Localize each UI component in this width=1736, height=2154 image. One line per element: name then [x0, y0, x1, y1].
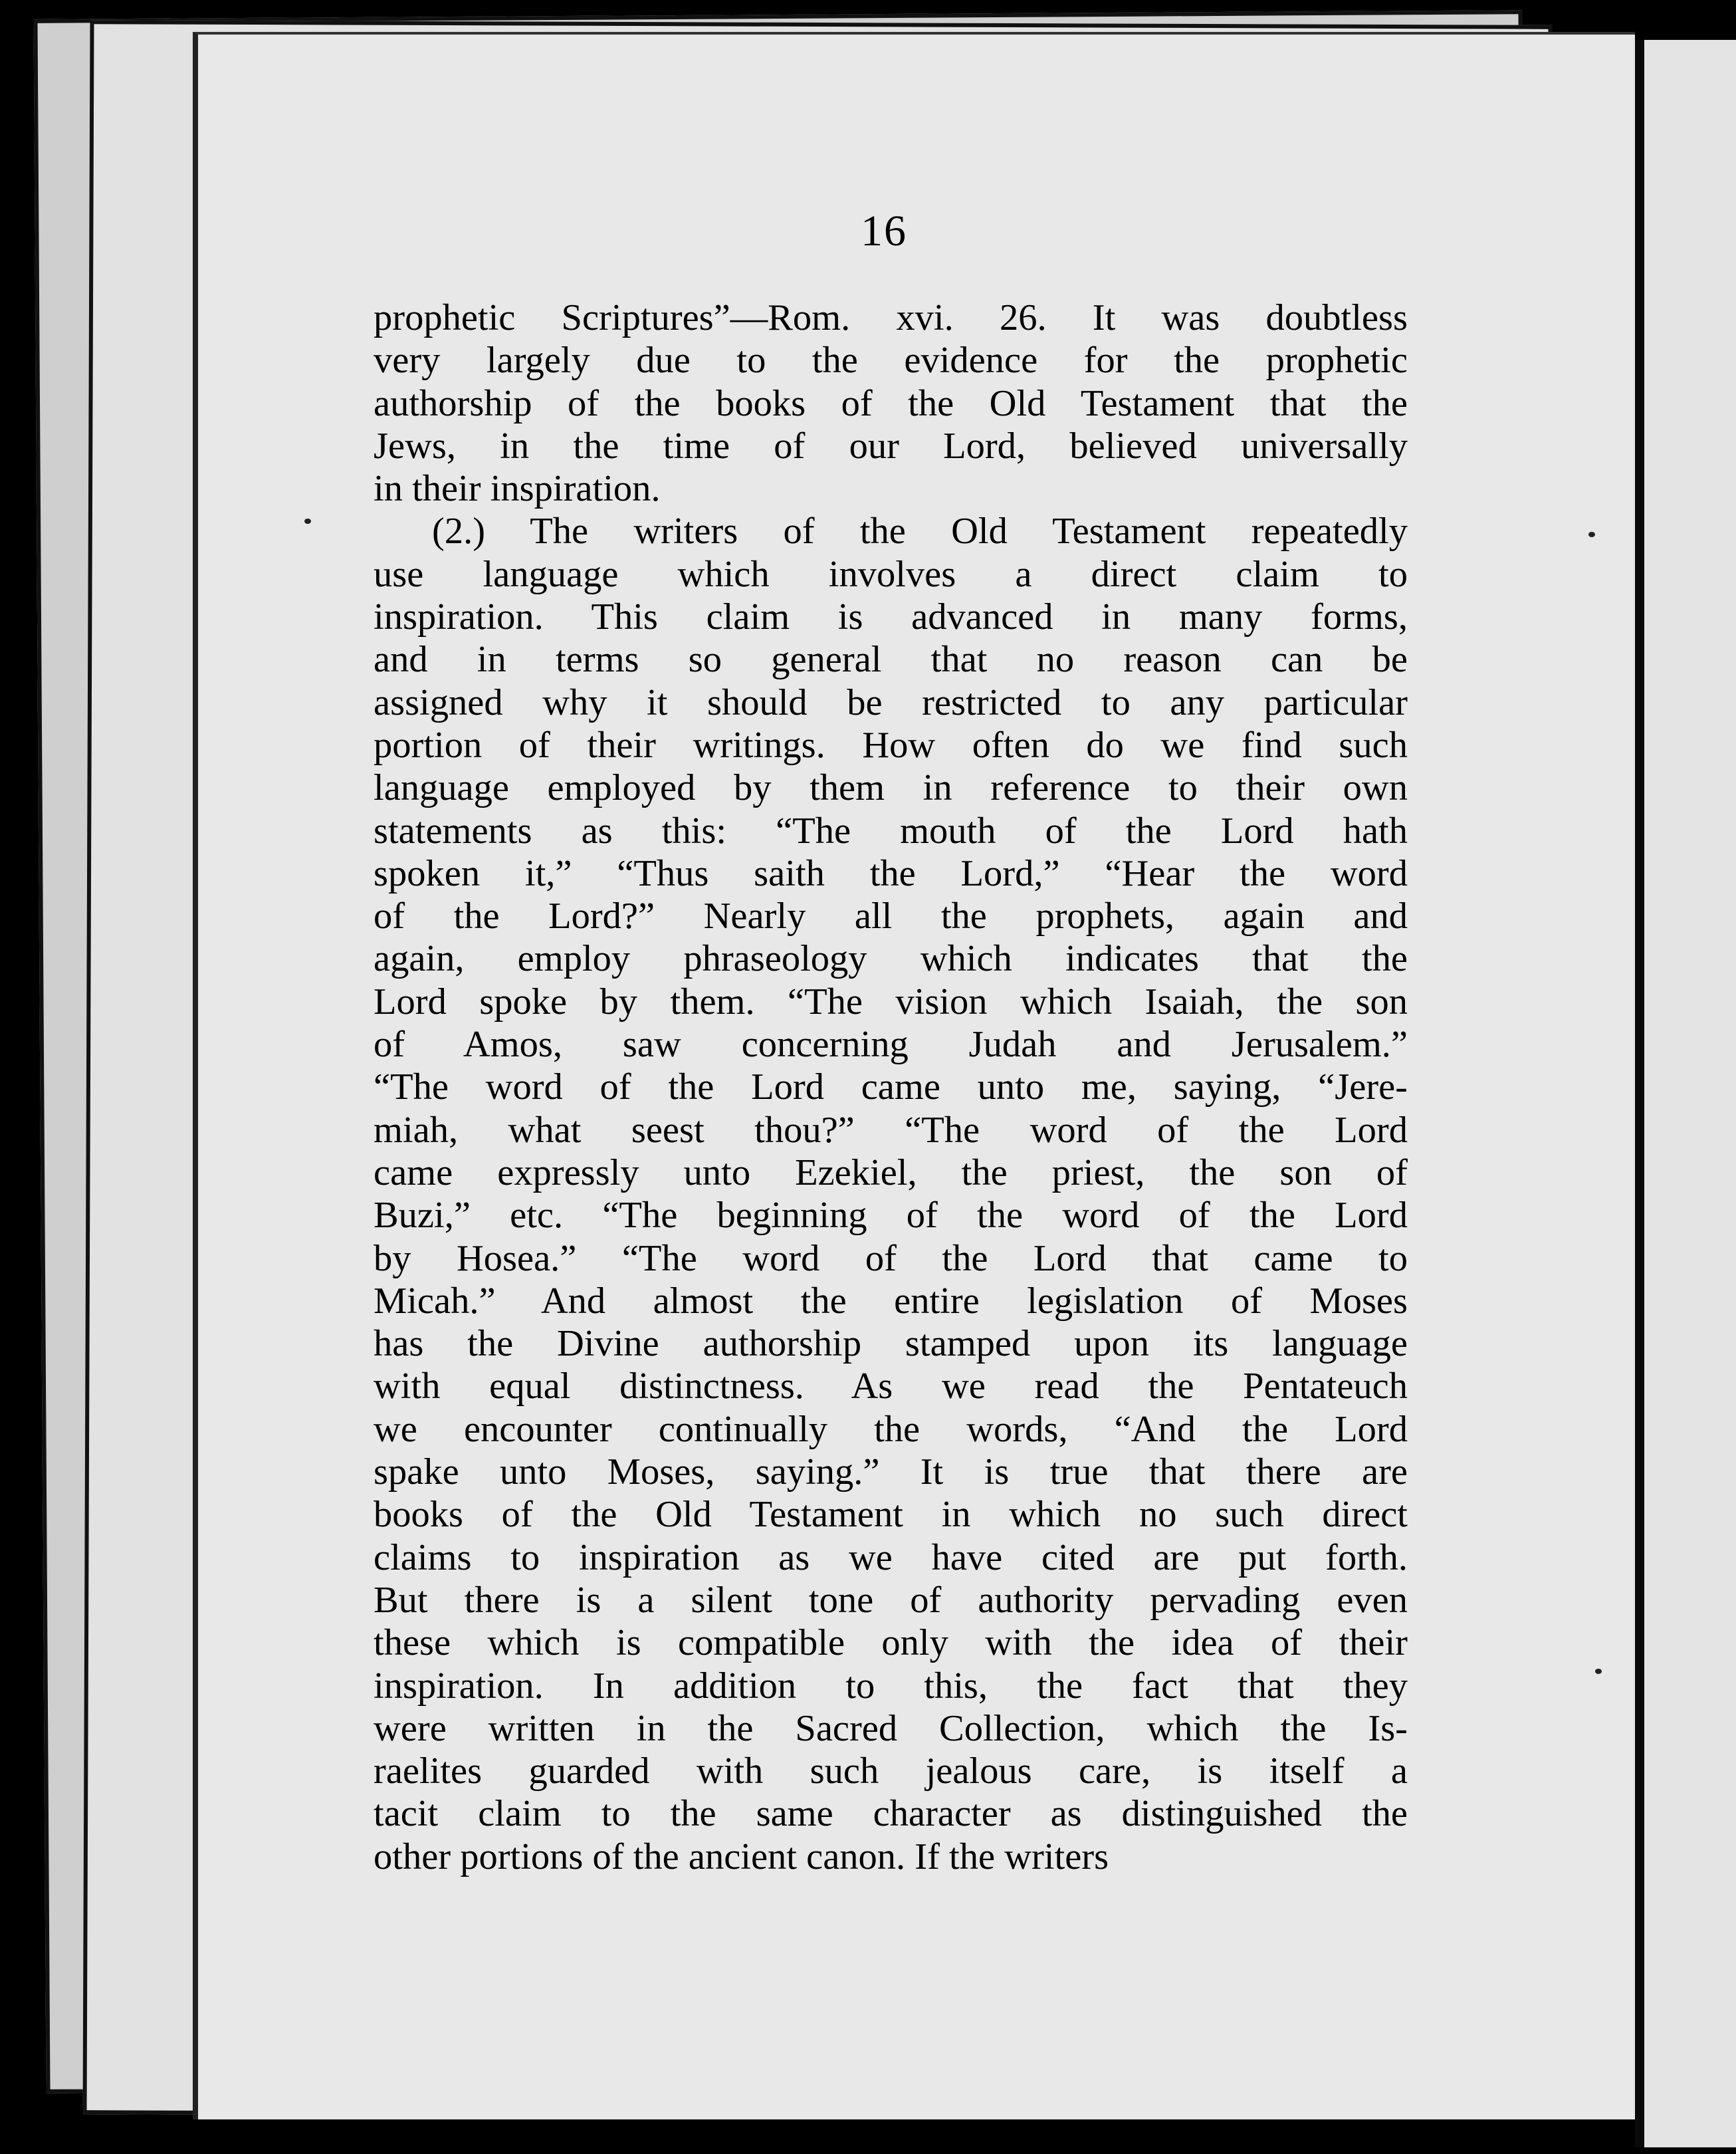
text-line: But there is a silent tone of authority pervading even	[374, 1579, 1408, 1621]
text-line: and in terms so general that no reason can be	[374, 639, 1408, 681]
text-line: Lord spoke by them. “The vision which Isaiah, the son	[374, 981, 1408, 1022]
dust-speck	[1595, 1669, 1602, 1674]
text-line: in their inspiration.	[374, 468, 661, 510]
text-line: Micah.” And almost the entire legislation of Moses	[374, 1280, 1408, 1322]
text-line: tacit claim to the same character as distinguished the	[374, 1793, 1408, 1835]
text-line: were written in the Sacred Collection, which the Is-	[374, 1707, 1408, 1749]
text-line: spoken it,” “Thus saith the Lord,” “Hear the word	[374, 852, 1408, 894]
text-line: raelites guarded with such jealous care, is itself a	[374, 1750, 1408, 1792]
text-line: “The word of the Lord came unto me, saying, “Jere-	[374, 1066, 1408, 1108]
text-line: of Amos, saw concerning Judah and Jerusalem.”	[374, 1024, 1408, 1066]
text-line: portion of their writings. How often do we find such	[374, 724, 1408, 766]
text-line: by Hosea.” “The word of the Lord that came to	[374, 1237, 1408, 1279]
text-line: very largely due to the evidence for the prophetic	[374, 340, 1408, 382]
text-line: again, employ phraseology which indicates that the	[374, 938, 1408, 980]
text-line: prophetic Scriptures”—Rom. xvi. 26. It was doubtless	[374, 297, 1408, 338]
text-line: books of the Old Testament in which no such direct	[374, 1494, 1408, 1536]
text-line: spake unto Moses, saying.” It is true that there are	[374, 1451, 1408, 1493]
text-line: authorship of the books of the Old Testament that the	[374, 382, 1408, 424]
body-text	[374, 297, 1408, 1878]
paragraph	[374, 297, 1408, 510]
paragraph	[374, 510, 1408, 1878]
text-line: of the Lord?” Nearly all the prophets, again and	[374, 896, 1408, 937]
text-line: with equal distinctness. As we read the Pentateuch	[374, 1366, 1408, 1407]
text-line: has the Divine authorship stamped upon its language	[374, 1323, 1408, 1365]
text-line: Jews, in the time of our Lord, believed universally	[374, 425, 1408, 467]
text-line: these which is compatible only with the idea of their	[374, 1622, 1408, 1664]
text-line: came expressly unto Ezekiel, the priest, the son of	[374, 1151, 1408, 1193]
dust-speck	[304, 519, 311, 524]
facing-page-edge	[1635, 40, 1736, 2147]
text-line: miah, what seest thou?” “The word of the Lord	[374, 1109, 1408, 1151]
text-line: language employed by them in reference to their own	[374, 767, 1408, 809]
text-line: use language which involves a direct claim to	[374, 553, 1408, 595]
text-line: inspiration. This claim is advanced in many forms,	[374, 596, 1408, 638]
text-line: claims to inspiration as we have cited are put forth.	[374, 1536, 1408, 1578]
text-line: we encounter continually the words, “And the Lord	[374, 1408, 1408, 1450]
text-line: statements as this: “The mouth of the Lord hath	[374, 810, 1408, 852]
text-line: assigned why it should be restricted to any particular	[374, 681, 1408, 723]
text-line: other portions of the ancient canon. If the writers	[374, 1836, 1109, 1877]
dust-speck	[1588, 532, 1595, 537]
text-line: (2.) The writers of the Old Testament repeatedly	[432, 511, 1408, 552]
page-number: 16	[861, 207, 907, 255]
text-line: inspiration. In addition to this, the fact that they	[374, 1665, 1408, 1707]
text-line: Buzi,” etc. “The beginning of the word of the Lord	[374, 1195, 1408, 1237]
